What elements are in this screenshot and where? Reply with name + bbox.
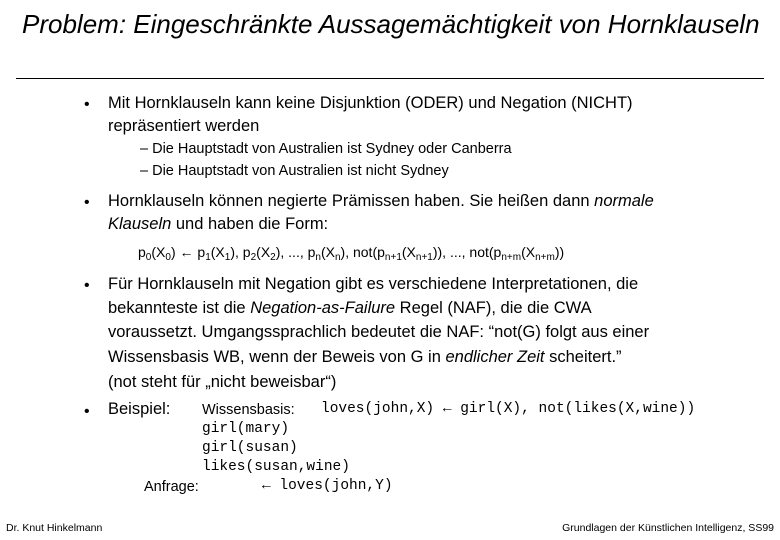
bullet-3-line-1: Für Hornklauseln mit Negation gibt es verschiedene Interpretationen, die (108, 275, 639, 293)
bullet-marker: • (84, 96, 90, 113)
footer-author: Dr. Knut Hinkelmann (6, 522, 103, 534)
example-label: Beispiel: (108, 400, 171, 418)
bullet-3-line-4: Wissensbasis WB, wenn der Beweis von G in endlicher Zeit scheitert.” (108, 348, 622, 366)
example-fact: girl(susan) (202, 440, 298, 456)
bullet-marker: • (84, 277, 90, 294)
example-query: ← loves(john,Y) (262, 478, 393, 494)
emphasis-text: normale (594, 192, 654, 210)
bullet-2-line-1 (108, 189, 654, 214)
bullet-3-line-3: voraussetzt. Umgangssprachlich bedeutet die NAF: “not(G) folgt aus einer (108, 323, 650, 341)
bullet-2-line-2 (108, 212, 328, 237)
example-fact: likes(susan,wine) (202, 459, 350, 475)
emphasis-text: endlicher Zeit (445, 348, 545, 366)
bullet-3-line-5: (not steht für „nicht beweisbar“) (108, 373, 337, 391)
bullet-1-subitem: – Die Hauptstadt von Australien ist nicht Sydney (140, 163, 449, 179)
bullet-2-text: Hornklauseln können negierte Prämissen haben. Sie heißen dann (108, 192, 595, 210)
knowledge-base-label: Wissensbasis: (202, 402, 295, 418)
footer-course: Grundlagen der Künstlichen Intelligenz, SS99 (562, 522, 774, 534)
query-label: Anfrage: (144, 479, 199, 495)
emphasis-text: Negation-as-Failure (250, 299, 396, 317)
bullet-2-text: und haben die Form: (171, 215, 329, 233)
emphasis-text: Klauseln (108, 215, 172, 233)
example-rule: loves(john,X) ← girl(X), not(likes(X,wine)) (321, 401, 696, 417)
bullet-1-subitem: – Die Hauptstadt von Australien ist Sydney oder Canberra (140, 141, 512, 157)
slide-title: Problem: Eingeschränkte Aussagemächtigkeit von Hornklauseln (22, 9, 760, 39)
normal-clause-formula: $p_0(X_0)$ ← $p_1(X_1)$, $p_2(X_2)$, ..., $p_n(X_n)$, $not(p_{n+1}(X_{n+1}))$, ..., $not(p_{n+m}(X_{n+m}))$ (138, 244, 565, 263)
bullet-3-line-2: bekannteste ist die Negation-as-Failure Regel (NAF), die die CWA (108, 299, 592, 317)
bullet-1-line-1: Mit Hornklauseln kann keine Disjunktion (ODER) und Negation (NICHT) (108, 94, 633, 112)
bullet-1-line-2: repräsentiert werden (108, 117, 260, 135)
example-fact: girl(mary) (202, 421, 290, 437)
bullet-marker: • (84, 194, 90, 211)
bullet-marker: • (84, 403, 90, 420)
title-rule (16, 78, 764, 79)
